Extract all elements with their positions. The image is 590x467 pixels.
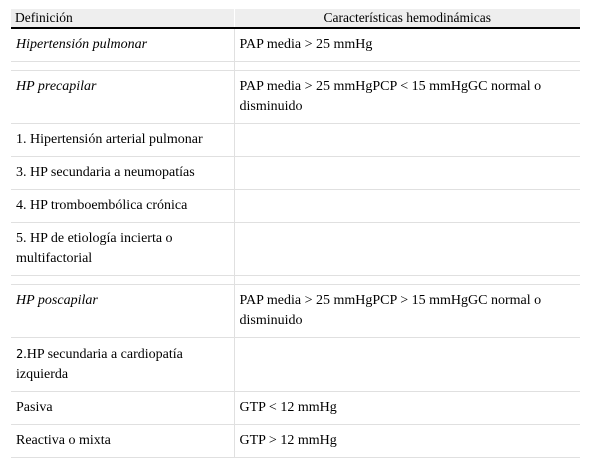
cell-hemodynamics bbox=[234, 338, 580, 392]
cell-definition: Hipertensión pulmonar bbox=[11, 28, 234, 62]
table-row bbox=[11, 338, 580, 392]
cell-hemodynamics: GTP < 12 mmHg bbox=[234, 392, 580, 425]
table-row bbox=[11, 285, 580, 338]
spacer-row bbox=[11, 62, 580, 71]
cell-definition: HP precapilar bbox=[11, 71, 234, 124]
cell-hemodynamics: PAP media > 25 mmHg bbox=[234, 28, 580, 62]
cell-definition-text: .HP secundaria a cardiopatía izquierda bbox=[16, 347, 183, 382]
table-row bbox=[11, 425, 580, 458]
cell-definition: HP poscapilar bbox=[11, 285, 234, 338]
cell-definition: Reactiva o mixta bbox=[11, 425, 234, 458]
cell-hemodynamics bbox=[234, 190, 580, 223]
header-caracteristicas: Características hemodinámicas bbox=[234, 9, 580, 28]
table-row bbox=[11, 124, 580, 157]
spacer-cell bbox=[234, 62, 580, 71]
spacer-cell bbox=[234, 276, 580, 285]
table-row bbox=[11, 392, 580, 425]
cell-definition bbox=[11, 338, 234, 392]
spacer-row bbox=[11, 276, 580, 285]
hemodynamic-definitions-table bbox=[11, 9, 580, 458]
cell-definition-number: 2 bbox=[16, 347, 24, 361]
hemodynamic-definitions-table-container bbox=[11, 9, 580, 458]
cell-definition: 1. Hipertensión arterial pulmonar bbox=[11, 124, 234, 157]
table-row bbox=[11, 157, 580, 190]
cell-hemodynamics: PAP media > 25 mmHgPCP < 15 mmHgGC normal o disminuido bbox=[234, 71, 580, 124]
spacer-cell bbox=[11, 276, 234, 285]
table-row bbox=[11, 190, 580, 223]
cell-hemodynamics bbox=[234, 223, 580, 276]
table-row bbox=[11, 28, 580, 62]
cell-hemodynamics: PAP media > 25 mmHgPCP > 15 mmHgGC normal o disminuido bbox=[234, 285, 580, 338]
table-row bbox=[11, 71, 580, 124]
spacer-cell bbox=[11, 62, 234, 71]
cell-definition: 3. HP secundaria a neumopatías bbox=[11, 157, 234, 190]
cell-hemodynamics bbox=[234, 157, 580, 190]
cell-definition: Pasiva bbox=[11, 392, 234, 425]
table-row bbox=[11, 223, 580, 276]
cell-hemodynamics bbox=[234, 124, 580, 157]
header-definicion: Definición bbox=[11, 9, 234, 28]
cell-hemodynamics: GTP > 12 mmHg bbox=[234, 425, 580, 458]
cell-definition: 4. HP tromboembólica crónica bbox=[11, 190, 234, 223]
table-header-row bbox=[11, 9, 580, 28]
cell-definition: 5. HP de etiología incierta o multifactorial bbox=[11, 223, 234, 276]
